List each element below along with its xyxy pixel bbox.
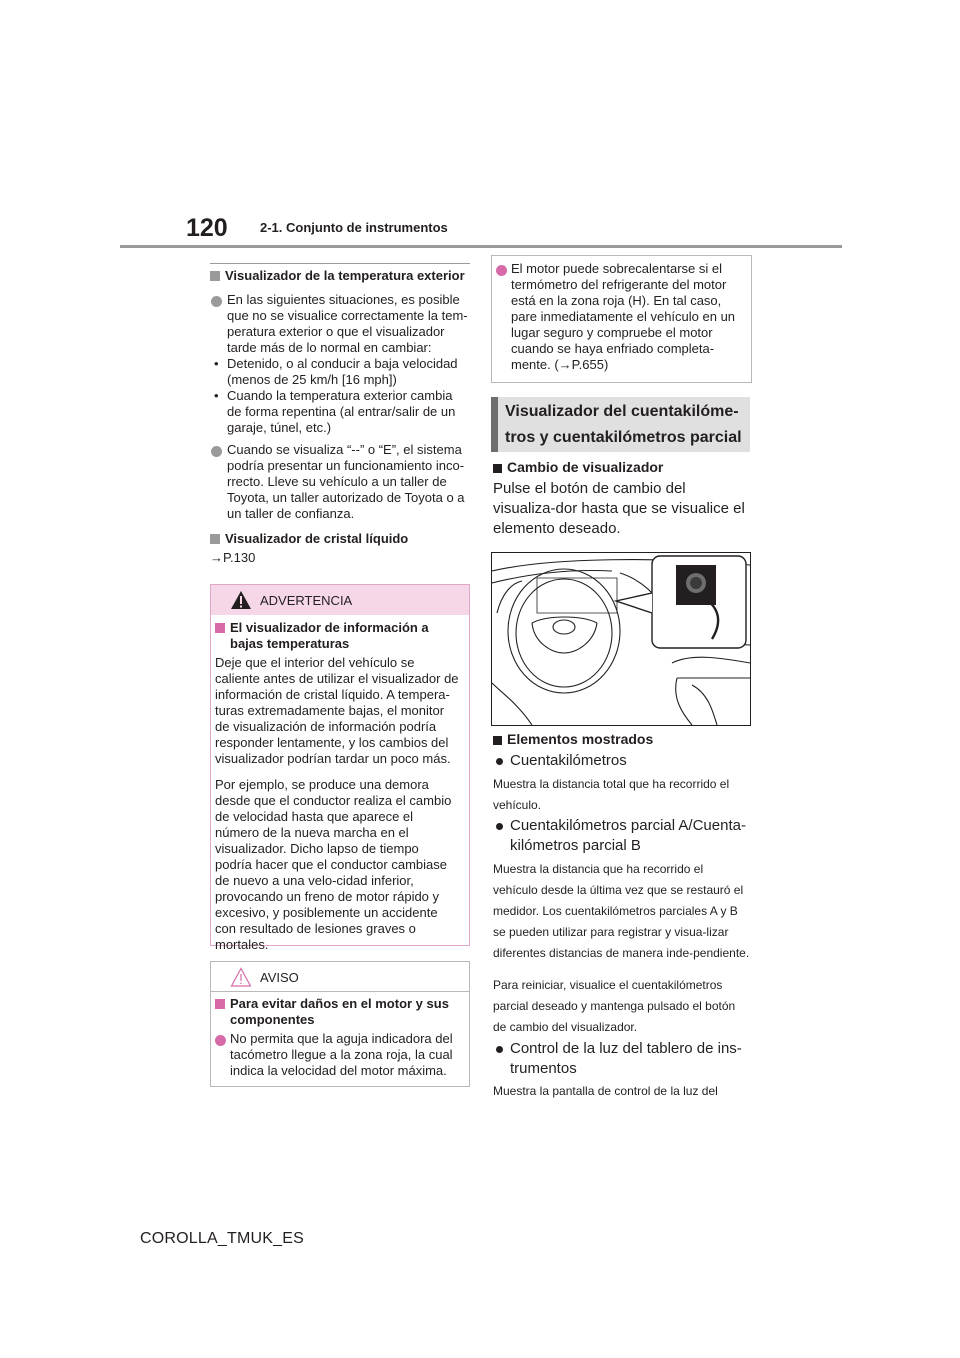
round-bullet-icon xyxy=(211,446,222,457)
caution-triangle-icon xyxy=(230,967,252,987)
round-bullet-icon xyxy=(211,296,222,307)
button-callout xyxy=(616,556,746,648)
notice-paragraph: No permita que la aguja indicadora del tacómetro llegue a la zona roja, la cual indica la velocidad del motor máxima. xyxy=(230,1031,453,1078)
item-odometer: Cuentakilómetros xyxy=(510,752,627,769)
round-bullet-icon xyxy=(215,1035,226,1046)
list-bullet-icon xyxy=(496,823,503,830)
section-title: 2-1. Conjunto de instrumentos xyxy=(260,220,448,235)
warning-triangle-icon xyxy=(230,590,252,610)
subheading-items: Elementos mostrados xyxy=(493,729,748,749)
paragraph-temperature: En las siguientes situaciones, es posible que no se visualice correctamente la tem-peratura exterior o que el visualizador tarde más de lo normal en cambiar: xyxy=(227,292,468,355)
notice-divider xyxy=(211,991,469,992)
item-odometer-desc: Muestra la distancia total que ha recorrido el vehículo. xyxy=(493,777,730,812)
section-heading: Visualizador del cuentakilóme-tros y cuentakilómetros parcial xyxy=(491,397,750,452)
square-bullet-icon xyxy=(210,534,220,544)
item-tripmeter-desc-2: Para reiniciar, visualice el cuentakilómetros parcial deseado y mantenga pulsado el botón de cambio del visualizador. xyxy=(493,978,736,1034)
warning-title: ADVERTENCIA xyxy=(260,593,353,608)
note-box xyxy=(491,255,752,383)
footer-model: COROLLA_TMUK_ES xyxy=(140,1230,304,1247)
square-bullet-icon xyxy=(215,999,225,1009)
item-tripmeter-desc-1: Muestra la distancia que ha recorrido el vehículo desde la última vez que se restauró el medidor. Los cuentakilómetros parciales A y B se pueden utilizar para registrar y visua-lizar diferentes distancias de manera inde-pendiente. xyxy=(493,862,750,960)
notice-title: AVISO xyxy=(260,970,299,985)
page-number: 120 xyxy=(186,214,228,242)
list-item: Detenido, o al conducir a baja velocidad (menos de 25 km/h [16 mph]) xyxy=(227,356,458,387)
item-light-control-desc: Muestra la pantalla de control de la luz del xyxy=(493,1084,718,1098)
warning-box xyxy=(210,584,470,952)
warning-paragraph-2: Por ejemplo, se produce una demora desde que el conductor realiza el cambio de velocidad hasta que aparece el número de la nueva marcha en el visualizador. Dicho lapso de tiempo podría hacer que el conductor cambiase de nuevo a una velo-cidad inferior, provocando un freno de motor rápido y excesivo, y posiblemente un accidente con resultado de lesiones graves o mortales. xyxy=(215,777,452,952)
subheading-lcd: Visualizador de cristal líquido xyxy=(210,531,470,547)
item-tripmeter: Cuentakilómetros parcial A/Cuenta-kilómetros parcial B xyxy=(510,817,746,854)
square-bullet-icon xyxy=(493,736,502,745)
subheading-temperature: Visualizador de la temperatura exterior xyxy=(210,268,470,284)
list-item: Cuando la temperatura exterior cambia de forma repentina (al entrar/salir de un garaje, túnel, etc.) xyxy=(227,388,456,435)
dashboard-illustration xyxy=(491,552,751,726)
notice-box xyxy=(210,961,470,1087)
notice-subheading: Para evitar daños en el motor y sus componentes xyxy=(215,996,465,1028)
square-bullet-icon xyxy=(493,464,502,473)
square-bullet-icon xyxy=(210,271,220,281)
page-reference: →P.130 xyxy=(210,550,256,565)
subheading-change: Cambio de visualizador xyxy=(493,457,748,477)
square-bullet-icon xyxy=(215,623,225,633)
list-bullet-icon: • xyxy=(214,356,219,371)
round-bullet-icon xyxy=(496,265,507,276)
paragraph-change: Pulse el botón de cambio del visualiza-dor hasta que se visualice el elemento deseado. xyxy=(493,480,745,537)
warning-header xyxy=(211,585,469,615)
column-rule-left xyxy=(210,263,470,264)
note-paragraph: El motor puede sobrecalentarse si el termómetro del refrigerante del motor está en la zona roja (H). En tal caso, pare inmediatamente el vehículo en un lugar seguro y compruebe el motor cuando se haya enfriado completa-mente. (→P.655) xyxy=(511,261,736,372)
warning-paragraph-1: Deje que el interior del vehículo se caliente antes de utilizar el visualizador de información de cristal líquido. A tempera-turas extremadamente bajas, el monitor de visualización de información podría responder lentamente, y los cambios del visualizador podrían tardar un poco más. xyxy=(215,655,459,766)
paragraph-error: Cuando se visualiza “--” o “E”, el sistema podría presentar un funcionamiento inco-rrecto. Lleve su vehículo a un taller de Toyota, un taller autorizado de Toyota o a un taller de confianza. xyxy=(227,442,465,521)
warning-subheading: El visualizador de información a bajas temperaturas xyxy=(215,620,465,652)
steering-wheel-illustration xyxy=(492,553,750,725)
item-light-control: Control de la luz del tablero de ins-trumentos xyxy=(510,1040,742,1077)
list-bullet-icon: • xyxy=(214,388,219,403)
header-rule xyxy=(120,245,842,248)
list-bullet-icon xyxy=(496,1046,503,1053)
list-bullet-icon xyxy=(496,758,503,765)
